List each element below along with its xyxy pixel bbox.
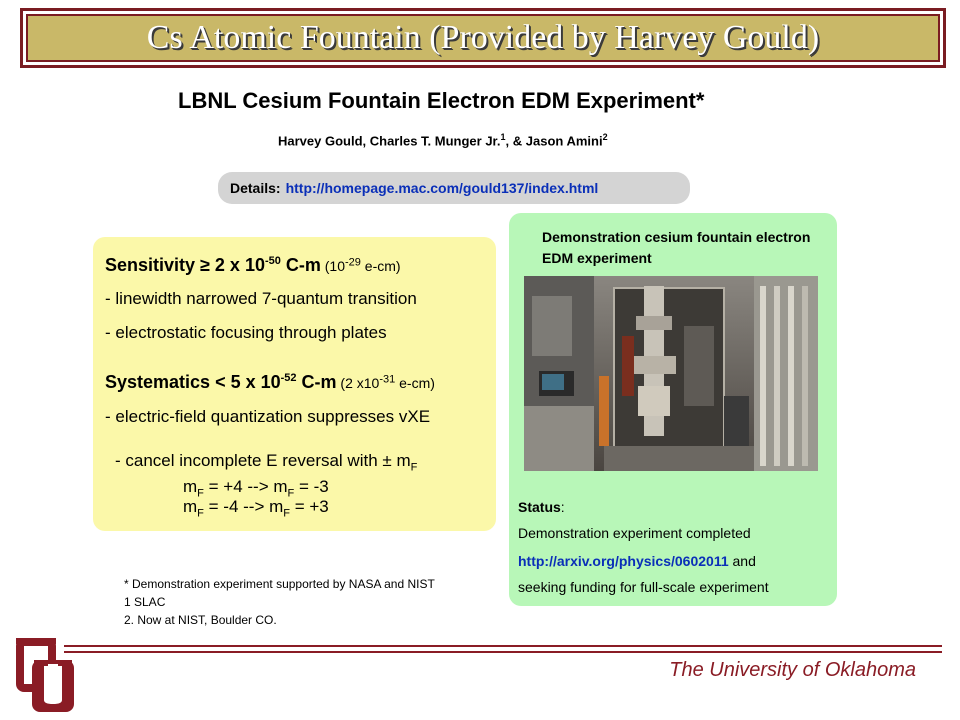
systematics-note-pre: (2 x10 — [336, 375, 380, 391]
footnote-slac: 1 SLAC — [124, 595, 166, 609]
bullet-cancel-text: - cancel incomplete E reversal with ± m — [115, 451, 411, 470]
bullet-linewidth: - linewidth narrowed 7-quantum transition — [105, 289, 417, 308]
systematics-label: Systematics < 5 x 10 — [105, 372, 281, 392]
status-link-line — [518, 553, 756, 569]
author-names-2: , & Jason Amini — [505, 133, 603, 149]
status-colon: : — [560, 499, 565, 515]
details-bar — [218, 172, 690, 204]
details-link[interactable]: http://homepage.mac.com/gould137/index.html — [285, 180, 599, 196]
arxiv-link[interactable]: http://arxiv.org/physics/0602011 — [518, 553, 729, 569]
author-affiliation-2: 2 — [602, 132, 608, 142]
author-names-1: Harvey Gould, Charles T. Munger Jr. — [278, 133, 501, 149]
mf-transition-2 — [183, 497, 329, 519]
bullet-focusing: - electrostatic focusing through plates — [105, 323, 387, 342]
mf-transition-text: = -4 --> m — [203, 497, 284, 516]
systematics-line — [105, 372, 435, 393]
footnote-nist: 2. Now at NIST, Boulder CO. — [124, 613, 277, 627]
demonstration-panel — [509, 213, 837, 606]
mf-subscript: F — [197, 507, 204, 520]
sensitivity-note-exp: -29 — [345, 256, 361, 269]
university-name: The University of Oklahoma — [669, 659, 916, 681]
details-label: Details: — [230, 180, 281, 196]
lab-apparatus-image — [524, 276, 818, 471]
poster-title: LBNL Cesium Fountain Electron EDM Experiment* — [178, 88, 705, 113]
mf-transition-text: = +4 --> m — [203, 477, 288, 496]
systematics-note-exp: -31 — [379, 373, 396, 386]
sensitivity-unit: C-m — [280, 255, 321, 275]
sensitivity-note-post: e-cm) — [360, 258, 401, 274]
poster-authors — [278, 132, 608, 148]
sensitivity-line — [105, 255, 401, 276]
mf-subscript: F — [197, 487, 204, 500]
systematics-unit: C-m — [296, 372, 337, 392]
demonstration-caption: Demonstration cesium fountain electron EDM experiment — [542, 229, 811, 266]
footer-rule — [64, 645, 942, 647]
bullet-cancel — [115, 451, 417, 473]
bullet-efield: - electric-field quantization suppresses vXE — [105, 407, 431, 426]
mf-subscript: F — [283, 507, 290, 520]
sensitivity-label: Sensitivity ≥ 2 x 10 — [105, 255, 265, 275]
mf-symbol: m — [183, 497, 198, 516]
status-completed: Demonstration experiment completed — [518, 525, 751, 541]
mf-subscript: F — [410, 461, 418, 474]
status-funding: seeking funding for full-scale experiment — [518, 579, 769, 595]
status-link-after: and — [728, 553, 756, 569]
sensitivity-note-pre: (10 — [320, 258, 345, 274]
mf-transition-value: = -3 — [294, 477, 329, 496]
footnote-funding: * Demonstration experiment supported by NASA and NIST — [124, 577, 435, 591]
sensitivity-exponent: -50 — [264, 255, 281, 267]
mf-transition-value: = +3 — [290, 497, 329, 516]
author-affiliation-1: 1 — [500, 132, 506, 142]
parameters-panel — [93, 237, 496, 531]
status-label: Status — [518, 499, 561, 515]
ou-logo — [14, 638, 74, 714]
lab-apparatus-photo — [524, 276, 818, 471]
title-banner-inner — [26, 14, 940, 62]
title-banner — [20, 8, 946, 68]
systematics-exponent: -52 — [280, 372, 297, 384]
slide-title: Cs Atomic Fountain (Provided by Harvey Gould) — [146, 19, 820, 56]
systematics-note-post: e-cm) — [395, 375, 435, 391]
mf-subscript: F — [287, 487, 295, 500]
status-line — [518, 499, 565, 515]
mf-symbol: m — [183, 477, 198, 496]
footer-rule — [64, 651, 942, 653]
